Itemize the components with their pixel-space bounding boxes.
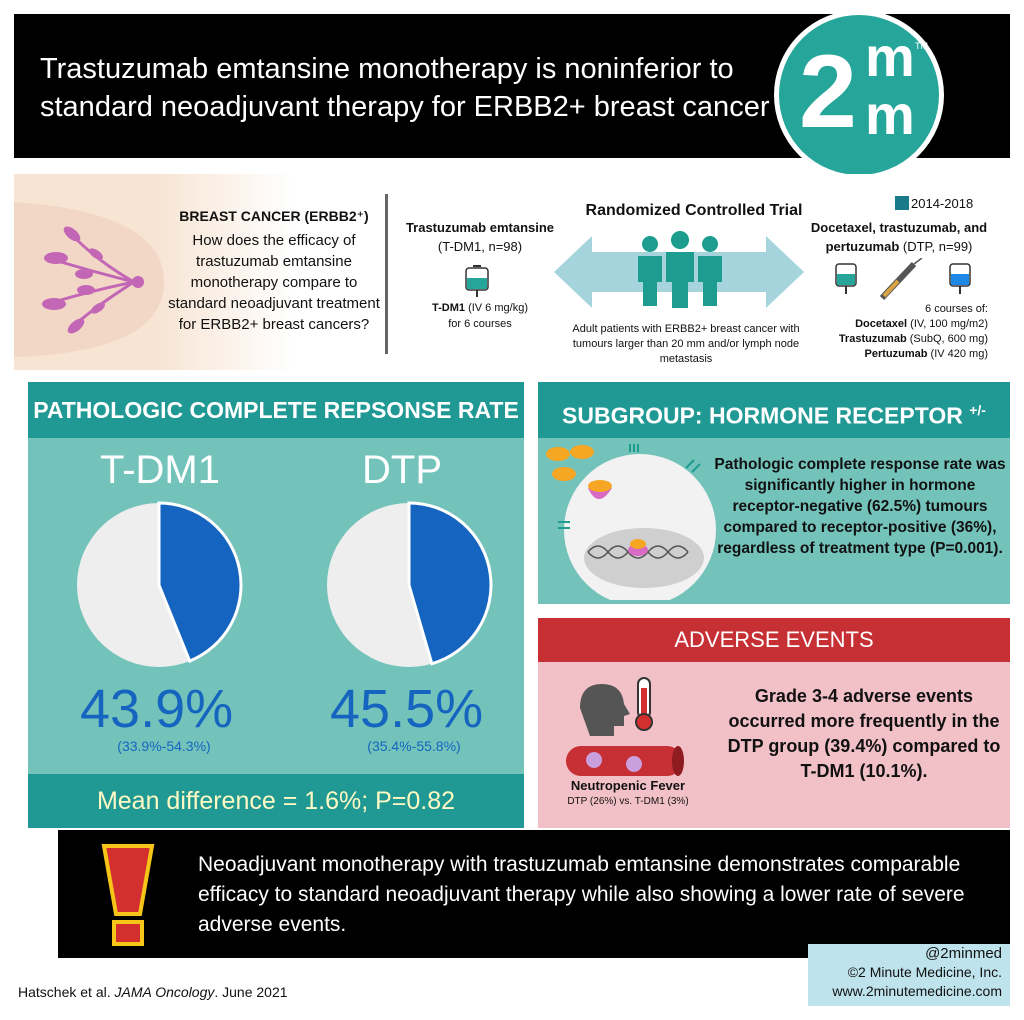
subgroup-title-text: SUBGROUP: HORMONE RECEPTOR bbox=[562, 402, 963, 429]
dtp-regimen bbox=[794, 302, 1004, 362]
condition-heading: BREAST CANCER (ERBB2⁺) bbox=[179, 208, 369, 224]
citation bbox=[18, 984, 288, 1000]
head-icon bbox=[580, 684, 630, 736]
drug-name: Trastuzumab bbox=[838, 333, 907, 345]
tdm1-dose-amount: (IV 6 mg/kg) bbox=[465, 302, 528, 314]
dtp-ci: (35.4%-55.8%) bbox=[367, 738, 461, 754]
drug-name: Docetaxel bbox=[855, 318, 908, 330]
subgroup-panel bbox=[538, 382, 1010, 604]
neutropenic-fever-rates: DTP (26%) vs. T-DM1 (3%) bbox=[567, 796, 689, 807]
tdm1-dose-duration: for 6 courses bbox=[448, 318, 512, 330]
logo-m-top: m bbox=[865, 25, 915, 88]
calendar-icon bbox=[895, 196, 909, 210]
twitter-handle[interactable]: @2minmed bbox=[925, 945, 1002, 962]
tdm1-arm-name bbox=[390, 218, 570, 256]
tdm1-label: T-DM1 bbox=[100, 448, 220, 492]
subgroup-text bbox=[714, 454, 1006, 559]
adverse-events-text: Grade 3-4 adverse events occurred more frequently in the DTP group (39.4%) compared to T-DM1 (10.1%). bbox=[727, 686, 1001, 781]
syringe-icon bbox=[882, 258, 922, 298]
dtp-arm-title: Docetaxel, trastuzumab, and pertuzumab bbox=[810, 220, 988, 254]
dtp-drug-docetaxel bbox=[794, 317, 988, 332]
citation-authors: Hatschek et al. bbox=[18, 984, 115, 1000]
breast-tissue-icon bbox=[14, 182, 164, 362]
study-dates: 2014-2018 bbox=[911, 196, 974, 211]
blood-vessel-icon bbox=[566, 746, 684, 776]
brand-box bbox=[808, 944, 1010, 1006]
logo-numeral: 2 bbox=[799, 34, 857, 150]
tdm1-dose bbox=[390, 300, 570, 332]
drug-dose: (SubQ, 600 mg) bbox=[906, 333, 988, 345]
dtp-label: DTP bbox=[362, 448, 442, 492]
subgroup-text-3: regardless of treatment type (P=0.001). bbox=[717, 540, 1003, 557]
drug-dose: (IV 420 mg) bbox=[927, 348, 988, 360]
subgroup-title bbox=[538, 382, 1010, 438]
fever-icon bbox=[562, 674, 692, 780]
neutropenic-fever-label: Neutropenic Fever bbox=[570, 778, 686, 793]
iv-bag-icon bbox=[950, 264, 970, 294]
exclamation-icon bbox=[98, 840, 158, 950]
dtp-drug-trastuzumab bbox=[794, 332, 988, 347]
conclusion-text: Neoadjuvant monotherapy with trastuzumab emtansine demonstrates comparable efficacy to standard neoadjuvant therapy while also showing a lower rate of severe adverse events. bbox=[198, 853, 965, 936]
adverse-events-panel bbox=[538, 618, 1010, 828]
subgroup-text-bold-1: hormone receptor-negative (62.5%) bbox=[732, 477, 976, 515]
tdm1-pie-chart bbox=[74, 500, 244, 670]
dtp-drug-pertuzumab bbox=[794, 347, 988, 362]
conclusion-banner bbox=[58, 830, 1010, 958]
subgroup-title-sup: +/- bbox=[969, 402, 986, 418]
dtp-pie-chart bbox=[324, 500, 494, 670]
subgroup-text-2: tumours compared to bbox=[723, 498, 988, 536]
pcr-title: PATHOLOGIC COMPLETE REPSONSE RATE bbox=[28, 382, 524, 438]
website-link[interactable]: www.2minutemedicine.com bbox=[832, 983, 1002, 999]
dtp-arm-name bbox=[794, 218, 1004, 256]
drug-dose: (IV, 100 mg/m2) bbox=[907, 318, 988, 330]
adverse-events-title: ADVERSE EVENTS bbox=[538, 618, 1010, 662]
page-title: Trastuzumab emtansine monotherapy is noninferior to standard neoadjuvant therapy for ERBB2+ breast cancer bbox=[40, 53, 770, 123]
cell-receptor-icon bbox=[544, 440, 724, 600]
divider bbox=[385, 194, 388, 354]
mean-difference: Mean difference = 1.6%; P=0.82 bbox=[28, 774, 524, 828]
2m-logo bbox=[774, 10, 944, 180]
tdm1-pcr-value: 43.9% bbox=[80, 679, 234, 739]
tdm1-arm-title: Trastuzumab emtansine bbox=[405, 220, 555, 235]
trial-design-title: Randomized Controlled Trial bbox=[585, 202, 803, 219]
citation-date: . June 2021 bbox=[214, 984, 288, 1000]
logo-m-bottom: m bbox=[865, 83, 915, 146]
subgroup-text-bold-2: receptor-positive (36%), bbox=[820, 519, 997, 536]
tdm1-arm-n: (T-DM1, n=98) bbox=[437, 239, 523, 254]
dtp-arm-n: (DTP, n=99) bbox=[899, 239, 973, 254]
logo-trademark: TM bbox=[915, 41, 928, 51]
tdm1-ci: (33.9%-54.3%) bbox=[117, 738, 211, 754]
iv-bag-icon bbox=[836, 264, 856, 294]
study-info bbox=[14, 174, 1010, 370]
drug-name: Pertuzumab bbox=[864, 348, 928, 360]
subgroup-text-1: Pathologic complete response rate was significantly higher in bbox=[714, 456, 1006, 494]
dtp-pcr-value: 45.5% bbox=[330, 679, 484, 739]
copyright: ©2 Minute Medicine, Inc. bbox=[847, 964, 1002, 980]
dtp-courses-title: 6 courses of: bbox=[925, 303, 988, 315]
citation-journal: JAMA Oncology bbox=[114, 984, 215, 1000]
study-question: How does the efficacy of trastuzumab emtansine monotherapy compare to standard neoadjuvant treatment for ERBB2+ breast cancers? bbox=[168, 232, 380, 333]
dtp-drug-icons bbox=[832, 258, 992, 302]
patients-arrow-icon bbox=[554, 230, 804, 314]
iv-bag-icon bbox=[464, 264, 490, 298]
thermometer-icon bbox=[636, 678, 652, 730]
infographic bbox=[14, 14, 1010, 1006]
tdm1-dose-drug: T-DM1 bbox=[432, 302, 466, 314]
pcr-panel bbox=[28, 382, 524, 828]
trial-population: Adult patients with ERBB2+ breast cancer with tumours larger than 20 mm and/or lymph node metastasis bbox=[572, 323, 800, 365]
